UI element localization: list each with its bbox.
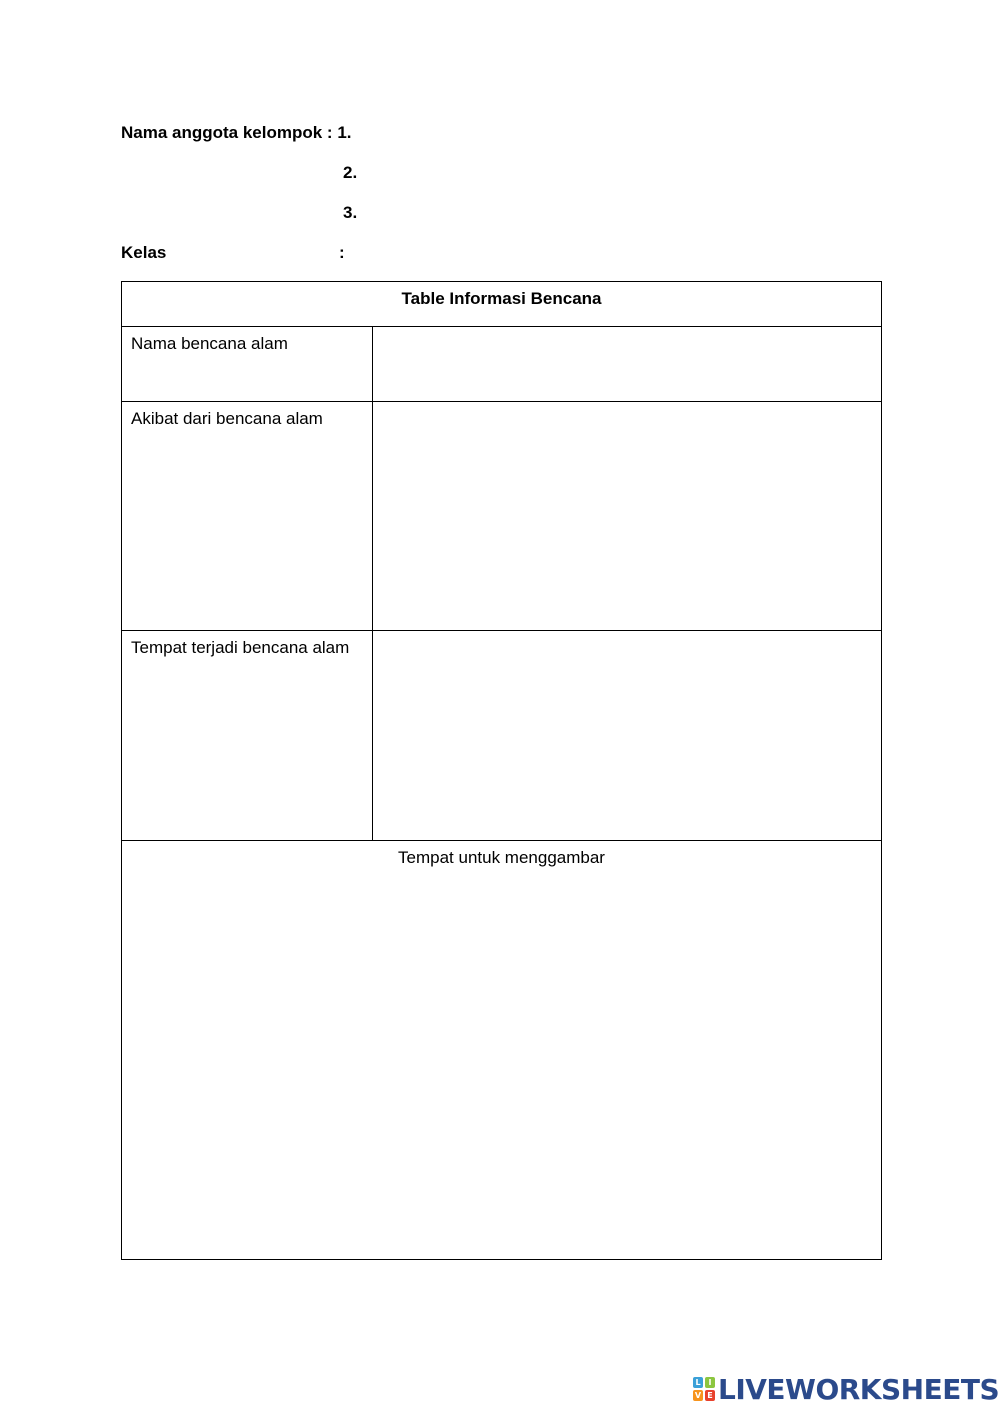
member-number-1: 1. bbox=[337, 123, 352, 142]
member-number-2: 2. bbox=[343, 163, 358, 182]
members-label-line bbox=[121, 123, 352, 143]
logo-tile-e: E bbox=[705, 1390, 715, 1401]
members-label: Nama anggota kelompok : bbox=[121, 123, 333, 142]
row-label-nama-bencana: Nama bencana alam bbox=[122, 327, 373, 402]
liveworksheets-brand bbox=[693, 1374, 999, 1404]
brand-name: LIVEWORKSHEETS bbox=[718, 1372, 1000, 1406]
liveworksheets-logo-icon bbox=[693, 1377, 715, 1401]
row-label-akibat-bencana: Akibat dari bencana alam bbox=[122, 402, 373, 631]
table-title: Table Informasi Bencana bbox=[122, 282, 882, 327]
drawing-area-label: Tempat untuk menggambar bbox=[398, 848, 605, 867]
class-label: Kelas bbox=[121, 243, 167, 262]
class-colon: : bbox=[339, 243, 345, 262]
drawing-area[interactable] bbox=[122, 841, 882, 1260]
disaster-info-table bbox=[121, 281, 882, 1260]
answer-cell-nama-bencana[interactable] bbox=[373, 327, 882, 402]
drawing-row bbox=[122, 841, 882, 1260]
table-row bbox=[122, 631, 882, 841]
member-number-3: 3. bbox=[343, 203, 358, 222]
table-row bbox=[122, 327, 882, 402]
row-label-tempat-bencana: Tempat terjadi bencana alam bbox=[122, 631, 373, 841]
logo-tile-l: L bbox=[693, 1377, 703, 1388]
answer-cell-akibat-bencana[interactable] bbox=[373, 402, 882, 631]
table-title-row bbox=[122, 282, 882, 327]
logo-tile-i: I bbox=[705, 1377, 715, 1388]
logo-tile-v: V bbox=[694, 1391, 702, 1400]
table-row bbox=[122, 402, 882, 631]
answer-cell-tempat-bencana[interactable] bbox=[373, 631, 882, 841]
